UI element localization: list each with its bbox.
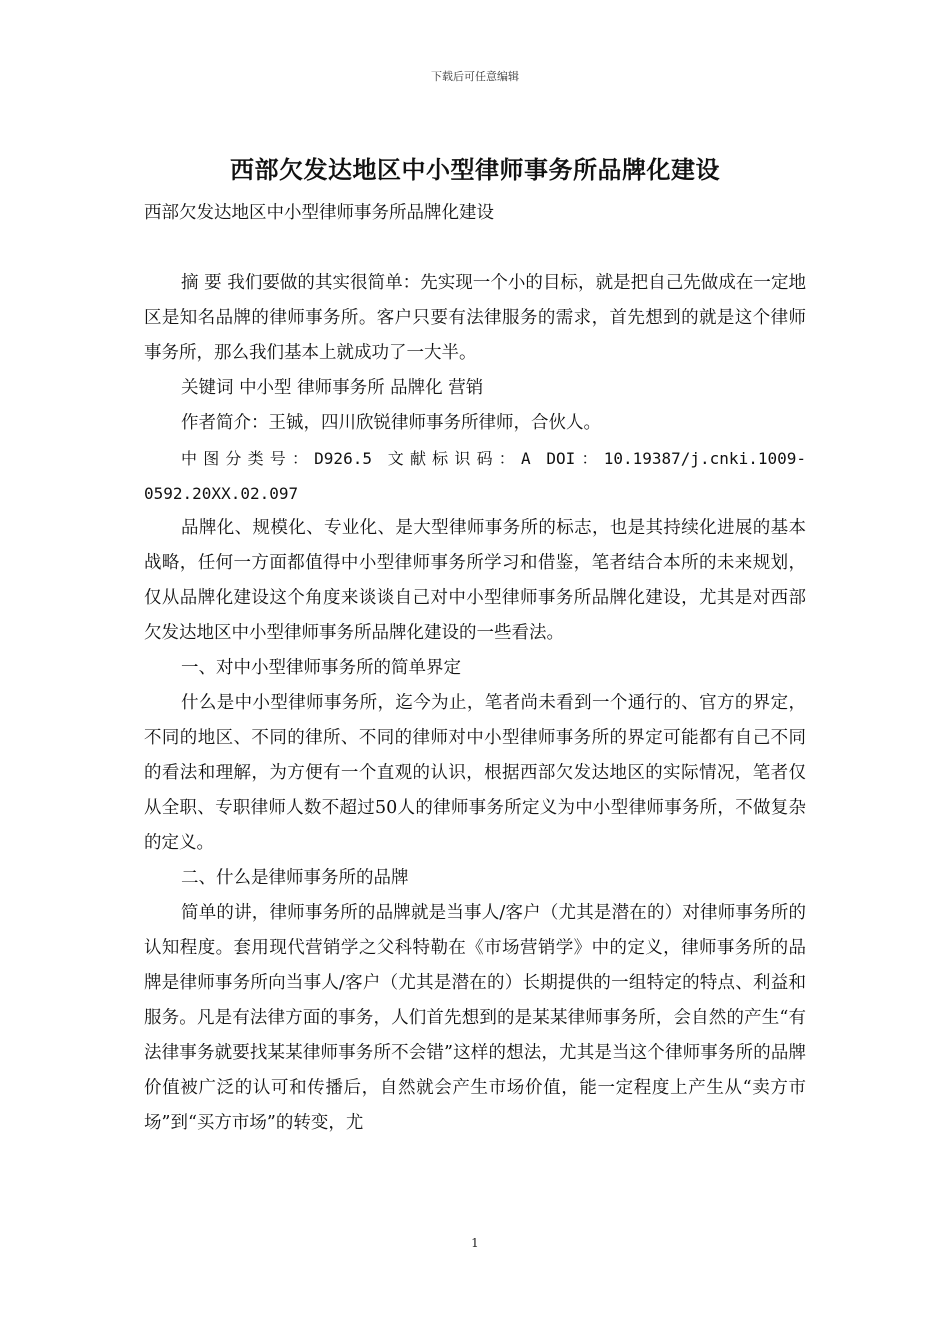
document-title: 西部欠发达地区中小型律师事务所品牌化建设 [230, 155, 720, 184]
document-body [144, 196, 806, 1141]
page-header-note: 下载后可任意编辑 [431, 70, 519, 83]
subtitle-line: 西部欠发达地区中小型律师事务所品牌化建设 [144, 203, 494, 223]
abstract-paragraph: 摘 要 我们要做的其实很简单：先实现一个小的目标，就是把自己先做成在一定地区是知名品牌的律师事务所。客户只要有法律服务的需求，首先想到的就是这个律师事务所，那么我们基本上就成功了一大半。 [144, 273, 806, 363]
classification-line: 中图分类号：D926.5 文献标识码：A DOI：10.19387/j.cnki.1009-0592.20XX.02.097 [144, 449, 806, 503]
section1-heading: 一、对中小型律师事务所的简单界定 [181, 658, 461, 678]
section2-paragraph: 简单的讲，律师事务所的品牌就是当事人/客户（尤其是潜在的）对律师事务所的认知程度。套用现代营销学之父科特勒在《市场营销学》中的定义，律师事务所的品牌是律师事务所向当事人/客户（尤其是潜在的）长期提供的一组特定的特点、利益和服务。凡是有法律方面的事务，人们首先想到的是某某律师事务所，会自然的产生“有法律事务就要找某某律师事务所不会错”这样的想法，尤其是当这个律师事务所的品牌价值被广泛的认可和传播后，自然就会产生市场价值，能一定程度上产生从“卖方市场”到“买方市场”的转变，尤 [144, 903, 806, 1133]
author-line: 作者简介：王铖，四川欣锐律师事务所律师，合伙人。 [181, 413, 601, 433]
page-number: 1 [471, 1236, 479, 1250]
intro-paragraph: 品牌化、规模化、专业化、是大型律师事务所的标志，也是其持续化进展的基本战略，任何一方面都值得中小型律师事务所学习和借鉴，笔者结合本所的未来规划，仅从品牌化建设这个角度来谈谈自己对中小型律师事务所品牌化建设，尤其是对西部欠发达地区中小型律师事务所品牌化建设的一些看法。 [144, 518, 806, 643]
blank-line [144, 231, 806, 266]
section1-paragraph: 什么是中小型律师事务所，迄今为止，笔者尚未看到一个通行的、官方的界定，不同的地区、不同的律所、不同的律师对中小型律师事务所的界定可能都有自己不同的看法和理解，为方便有一个直观的认识，根据西部欠发达地区的实际情况，笔者仅从全职、专职律师人数不超过50人的律师事务所定义为中小型律师事务所，不做复杂的定义。 [144, 693, 806, 853]
section2-heading: 二、什么是律师事务所的品牌 [181, 868, 409, 888]
keywords-line: 关键词 中小型 律师事务所 品牌化 营销 [181, 378, 484, 398]
